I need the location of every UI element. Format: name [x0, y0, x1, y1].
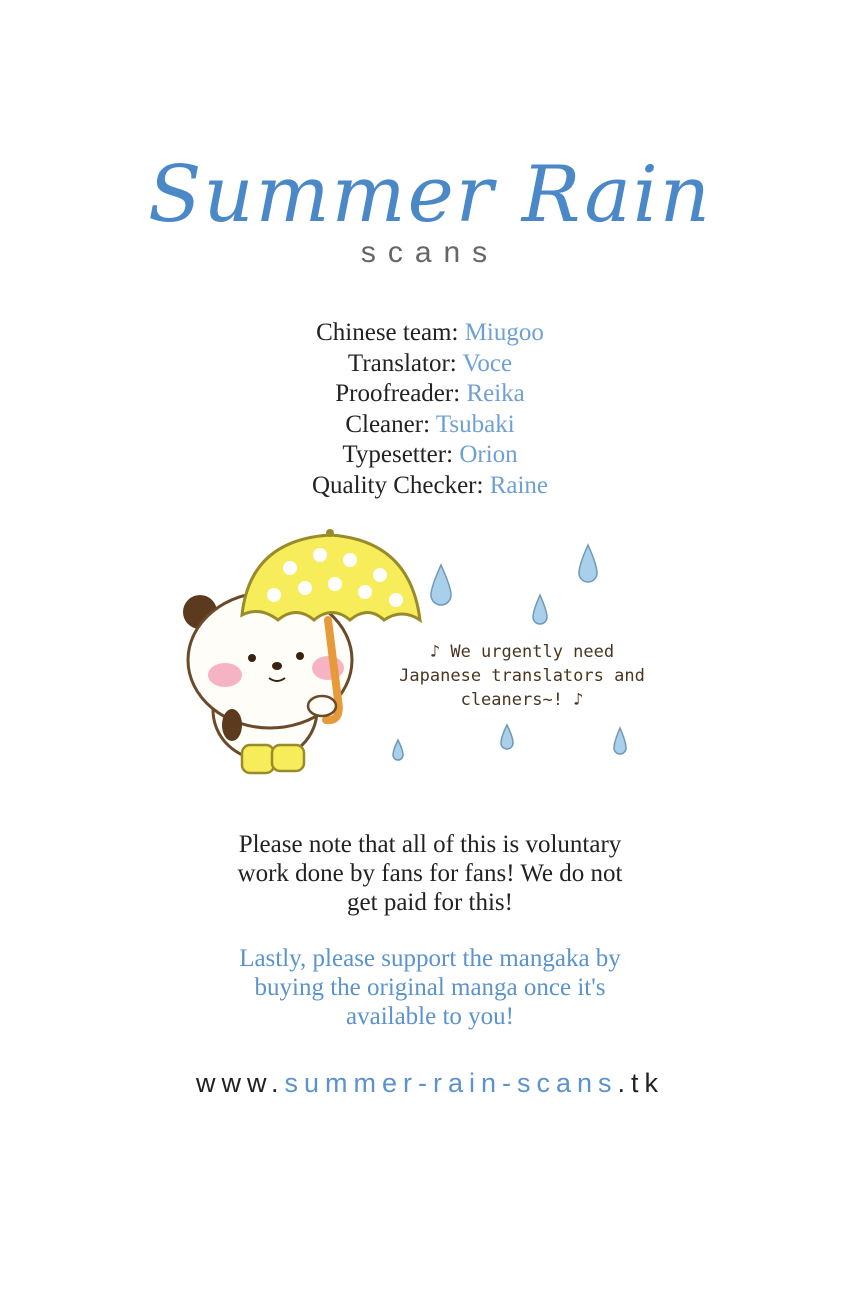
logo-title: Summer Rain	[147, 150, 713, 240]
credit-name: Reika	[466, 380, 525, 407]
credit-name: Tsubaki	[435, 410, 515, 438]
credit-name: Raine	[489, 471, 549, 499]
site-domain: summer-rain-scans	[284, 1068, 618, 1098]
support-line: buying the original manga once it's	[254, 974, 606, 1001]
logo-subtitle: scans	[360, 236, 500, 269]
credit-role: Cleaner:	[345, 410, 431, 438]
credits-list	[0, 318, 860, 501]
credit-line	[0, 318, 860, 349]
credit-role: Chinese team:	[316, 319, 459, 346]
speech-text	[392, 640, 652, 712]
credit-role: Translator:	[347, 349, 457, 377]
credit-line	[0, 410, 860, 441]
credit-name: Voce	[462, 349, 513, 377]
note-line: Please note that all of this is voluntary	[238, 831, 622, 858]
credit-role: Typesetter:	[342, 441, 454, 468]
voluntary-note	[0, 830, 860, 917]
note-line: get paid for this!	[347, 889, 513, 916]
credit-name: Miugoo	[464, 319, 544, 346]
website-link[interactable]	[0, 1068, 860, 1099]
credit-role: Proofreader:	[335, 380, 461, 407]
note-line: work done by fans for fans! We do not	[237, 860, 623, 887]
speech-line: cleaners~! ♪	[460, 690, 584, 710]
credit-line	[0, 349, 860, 380]
credit-line	[0, 471, 860, 502]
support-line: Lastly, please support the mangaka by	[239, 945, 621, 972]
site-suffix: .tk	[617, 1068, 665, 1098]
site-prefix: www.	[195, 1068, 285, 1098]
support-note	[0, 944, 860, 1031]
support-line: available to you!	[346, 1003, 514, 1030]
credit-line	[0, 440, 860, 471]
speech-line: Japanese translators and	[399, 666, 645, 686]
credit-name: Orion	[459, 441, 518, 468]
credit-role: Quality Checker:	[311, 471, 484, 499]
credit-line	[0, 379, 860, 410]
speech-line: ♪ We urgently need	[429, 642, 615, 662]
